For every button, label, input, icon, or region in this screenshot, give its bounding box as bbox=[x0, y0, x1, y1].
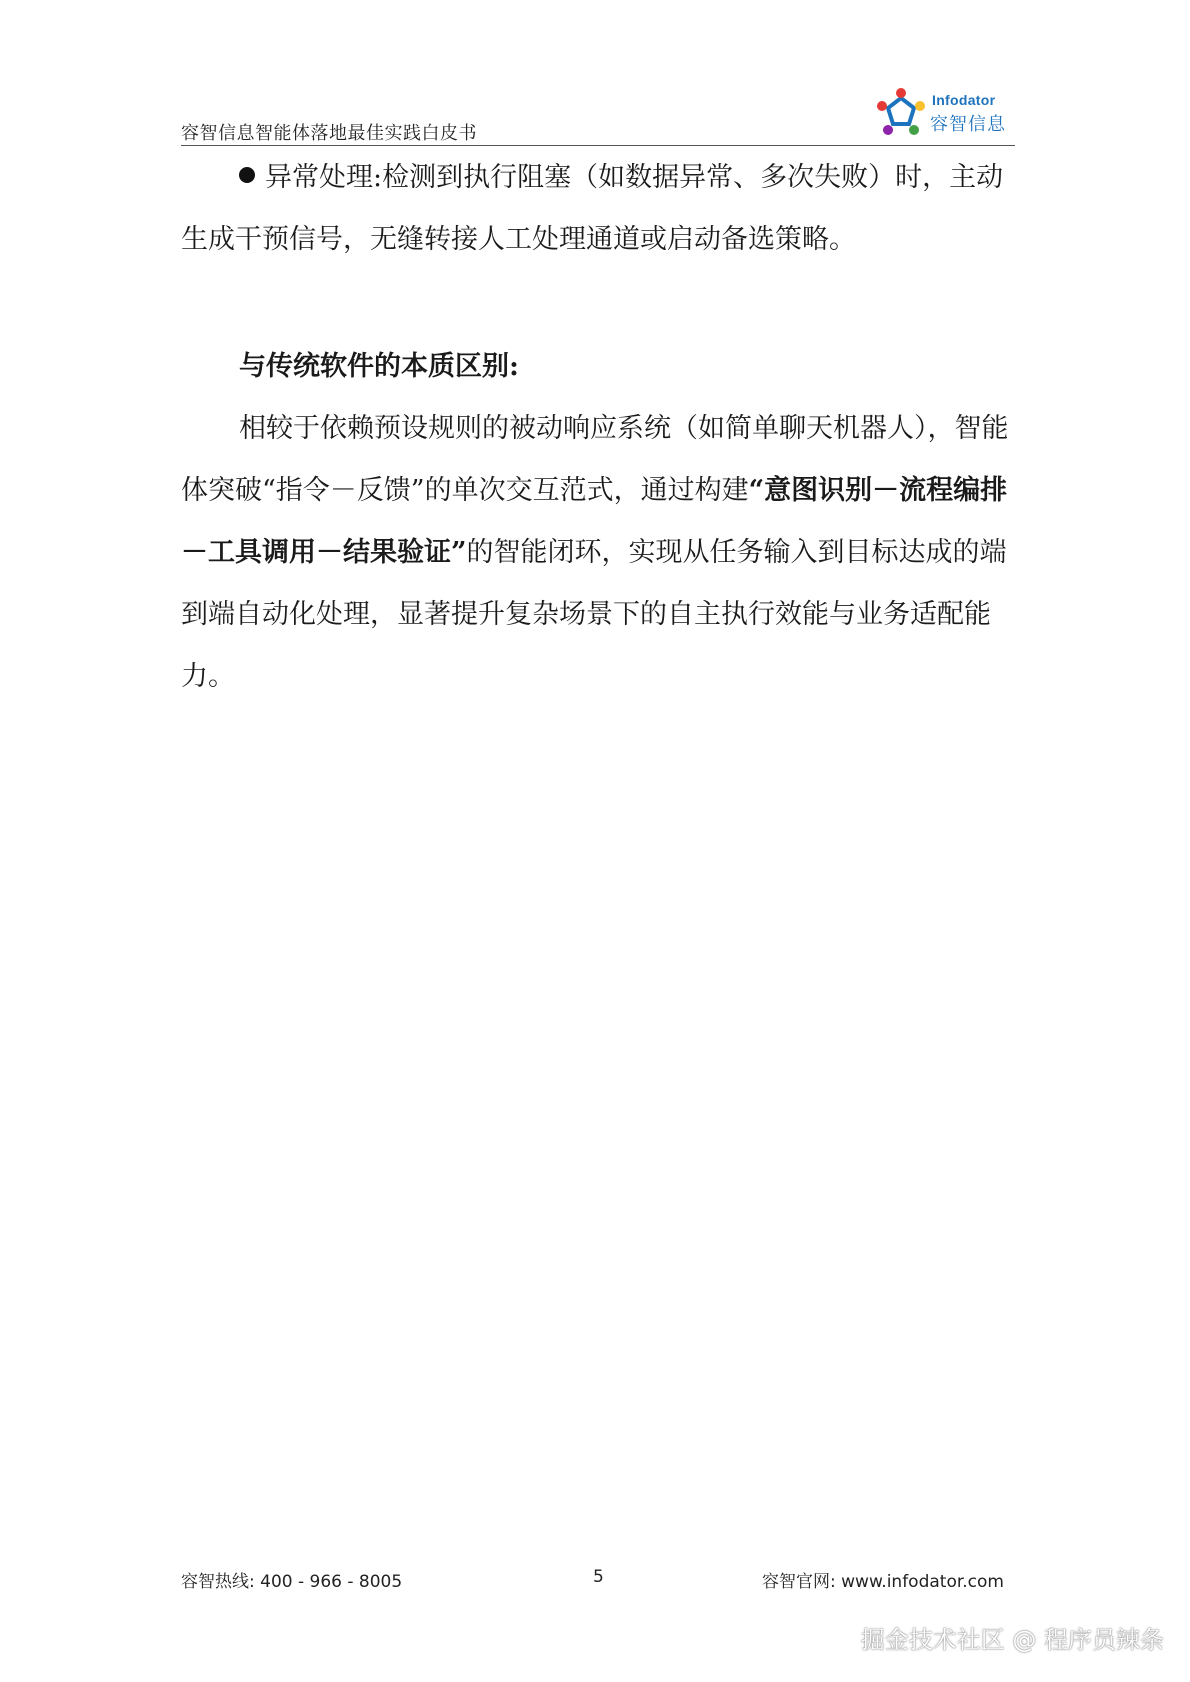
logo-name-cn: 容智信息 bbox=[930, 114, 1006, 135]
footer-website bbox=[762, 1567, 1004, 1592]
bullet-icon bbox=[239, 167, 255, 183]
infodator-logo-icon bbox=[874, 86, 928, 140]
hotline-label: 容智热线: bbox=[181, 1572, 255, 1592]
page-number: 5 bbox=[593, 1567, 604, 1587]
bullet-text: 检测到执行阻塞（如数据异常、多次失败）时，主动生成干预信号，无缝转接人工处理通道或启动备选策略。 bbox=[181, 162, 1004, 255]
footer-hotline bbox=[181, 1567, 402, 1592]
company-logo bbox=[874, 86, 1014, 142]
paragraph-bold-loop: “意图识别－流程编排－工具调用－结果验证” bbox=[181, 475, 1008, 568]
website-label: 容智官网: bbox=[762, 1572, 836, 1592]
header-divider bbox=[181, 145, 1015, 146]
logo-name-en: Infodator bbox=[932, 92, 996, 108]
bullet-label: 异常处理: bbox=[265, 162, 383, 193]
hotline-number: 400 - 966 - 8005 bbox=[260, 1572, 403, 1592]
section-heading: 与传统软件的本质区别: bbox=[239, 351, 519, 382]
bullet-item-exception-handling bbox=[181, 147, 1015, 271]
body-paragraph bbox=[181, 398, 1015, 708]
document-header-title: 容智信息智能体落地最佳实践白皮书 bbox=[181, 123, 477, 144]
paragraph-text-part2: 的智能闭环，实现从任务输入到目标达成的端到端自动化处理，显著提升复杂场景下的自主执行效能与业务适配能力。 bbox=[181, 537, 1007, 692]
paragraph-text-part1: 相较于依赖预设规则的被动响应系统（如简单聊天机器人），智能体突破“指令－反馈”的单次交互范式，通过构建 bbox=[181, 413, 1009, 506]
watermark-text: 掘金技术社区 @ 程序员辣条 bbox=[860, 1626, 1164, 1654]
website-url: www.infodator.com bbox=[841, 1572, 1004, 1592]
